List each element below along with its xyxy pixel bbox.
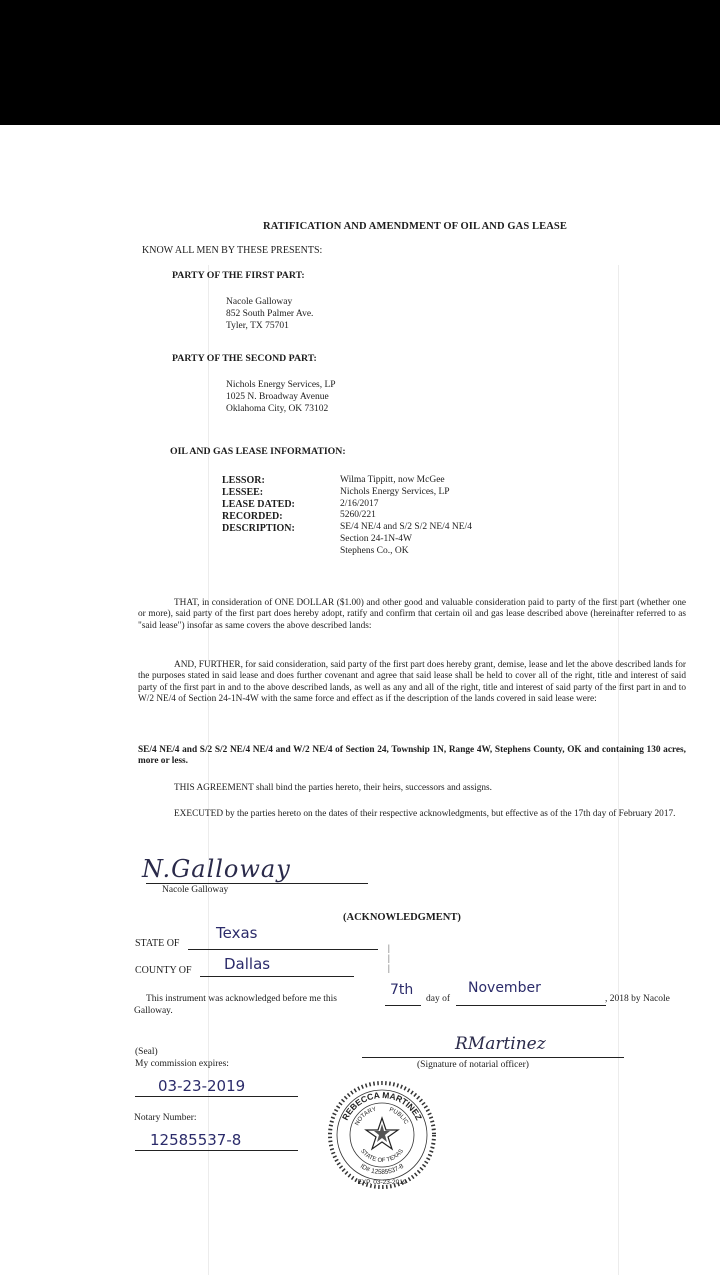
lessor-label: LESSOR: — [222, 475, 265, 486]
commission-line — [135, 1096, 298, 1097]
seal-label: (Seal) — [135, 1047, 158, 1057]
lease-dated-value: 2/16/2017 — [340, 498, 379, 509]
notary-signature: RMartinez — [455, 1034, 546, 1054]
recorded-value: 5260/221 — [340, 510, 376, 521]
svg-text:NOTARY — [354, 1107, 377, 1127]
first-party-city: Tyler, TX 75701 — [226, 321, 289, 331]
second-party-heading: PARTY OF THE SECOND PART: — [172, 353, 317, 364]
day-value: 7th — [390, 982, 414, 998]
county-label: COUNTY OF — [135, 965, 192, 976]
commission-label: My commission expires: — [135, 1059, 229, 1069]
signer-printed-name: Nacole Galloway — [162, 885, 229, 895]
land-description-paragraph: SE/4 NE/4 and S/2 S/2 NE/4 NE/4 and W/2 NE/4 of Section 24, Township 1N, Range 4W, Stephens County, OK and containing 130 acres, more or less. — [138, 745, 686, 767]
lease-info-heading: OIL AND GAS LEASE INFORMATION: — [170, 446, 346, 457]
second-party-address — [226, 379, 336, 415]
lease-info-labels — [222, 475, 295, 535]
acknowledgment-sentence-end: , 2018 by Nacole — [605, 994, 670, 1004]
notary-signature-line — [362, 1057, 624, 1058]
state-line — [188, 949, 378, 950]
notary-number-label: Notary Number: — [134, 1113, 197, 1123]
description-value-1: SE/4 NE/4 and S/2 S/2 NE/4 NE/4 — [340, 522, 472, 533]
commission-value: 03-23-2019 — [158, 1077, 246, 1095]
seal-star-inner-icon — [374, 1124, 390, 1142]
seal-public: PUBLIC — [388, 1107, 409, 1126]
seal-name: REBECCA MARTINEZ — [339, 1089, 425, 1122]
acknowledgment-sentence-start: This instrument was acknowledged before me this — [146, 994, 338, 1004]
second-party-name: Nichols Energy Services, LP — [226, 380, 336, 390]
description-value-3: Stephens Co., OK — [340, 545, 409, 556]
agreement-paragraph: THIS AGREEMENT shall bind the parties hereto, their heirs, successors and assigns. — [174, 783, 492, 793]
lease-info-values — [340, 475, 472, 558]
bracket-marks: | | | — [388, 943, 390, 973]
lease-dated-label: LEASE DATED: — [222, 499, 295, 510]
seal-id: ID# 12585537-8 — [358, 1162, 406, 1177]
first-party-heading: PARTY OF THE FIRST PART: — [172, 270, 305, 281]
notary-signature-caption: (Signature of notarial officer) — [417, 1060, 529, 1070]
state-label: STATE OF — [135, 938, 180, 949]
first-party-street: 852 South Palmer Ave. — [226, 309, 314, 319]
document-title: RATIFICATION AND AMENDMENT OF OIL AND GAS LEASE — [263, 221, 567, 232]
party-signature: N.Galloway — [142, 855, 291, 883]
notary-seal-stamp — [326, 1078, 438, 1190]
description-label: DESCRIPTION: — [222, 523, 295, 534]
status-bar-area — [0, 0, 720, 125]
state-value: Texas — [216, 924, 258, 942]
county-value: Dallas — [224, 955, 271, 973]
notary-number-value: 12585537-8 — [150, 1131, 242, 1149]
first-party-name: Nacole Galloway — [226, 297, 293, 307]
lessee-label: LESSEE: — [222, 487, 264, 498]
lessor-value: Wilma Tippitt, now McGee — [340, 475, 445, 485]
svg-text:ID# 12585537-8 — [359, 1163, 405, 1176]
signature-line — [146, 883, 368, 884]
second-party-street: 1025 N. Broadway Avenue — [226, 392, 329, 402]
seal-state: STATE OF TEXAS — [359, 1148, 405, 1165]
notary-number-line — [135, 1150, 298, 1151]
description-value-2: Section 24-1N-4W — [340, 533, 413, 544]
recorded-label: RECORDED: — [222, 511, 283, 522]
seal-notary: NOTARY — [354, 1106, 378, 1127]
scan-fold-line — [618, 265, 619, 1275]
acknowledgment-heading: (ACKNOWLEDGMENT) — [343, 912, 461, 923]
consideration-paragraph: THAT, in consideration of ONE DOLLAR ($1.00) and other good and valuable consideration paid to party of the first part (whether one or more), said party of the first part does hereby adopt, ratify and confirm that certain oil and gas lease described above (hereinafter referred to as "said lease") insofar as same covers the above described lands: — [138, 598, 686, 631]
second-party-city: Oklahoma City, OK 73102 — [226, 404, 329, 414]
svg-text:STATE OF TEXAS — [359, 1148, 405, 1164]
further-grant-paragraph: AND, FURTHER, for said consideration, said party of the first part does hereby grant, demise, lease and let the above described lands for the purposes stated in said lease and does further covenant and agree that said lease shall be held to cover all of the right, title and interest of said party of the first part in and to the above described lands, as well as any and all of the right, title and interest of said party of the first part in and to W/2 NE/4 of Section 24-1N-4W with the same force and effect as if the description of the lands covered in said lease were: — [138, 660, 686, 704]
first-party-address — [226, 296, 313, 332]
scan-fold-line — [208, 265, 209, 1275]
seal-exp: EXP. 03-23-2019 — [357, 1179, 407, 1186]
county-line — [200, 976, 354, 977]
month-value: November — [468, 980, 541, 996]
day-line — [385, 1005, 421, 1006]
month-line — [456, 1005, 606, 1006]
acknowledgment-sentence-line2: Galloway. — [134, 1006, 173, 1016]
svg-text:PUBLIC — [388, 1107, 409, 1126]
preamble: KNOW ALL MEN BY THESE PRESENTS: — [142, 245, 323, 256]
lessee-value: Nichols Energy Services, LP — [340, 486, 450, 497]
day-of-label: day of — [426, 994, 451, 1004]
document-page — [0, 125, 720, 1280]
executed-paragraph: EXECUTED by the parties hereto on the dates of their respective acknowledgments, but effective as of the 17th day of February 2017. — [174, 809, 676, 819]
